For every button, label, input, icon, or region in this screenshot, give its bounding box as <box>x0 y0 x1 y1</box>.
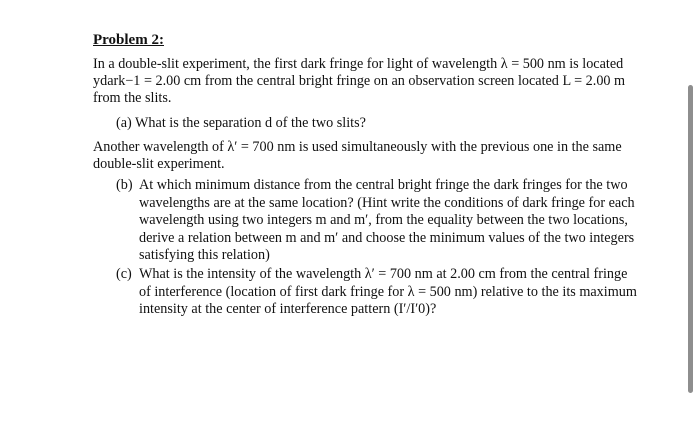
question-b-line-1: At which minimum distance from the central bright fringe the dark fringes for the two <box>139 177 628 193</box>
another-line-2: double-slit experiment. <box>93 156 225 172</box>
question-b-line-5: satisfying this relation) <box>139 247 270 264</box>
question-c <box>116 266 676 319</box>
question-c-label: (c) <box>116 266 132 282</box>
another-wavelength-paragraph <box>93 139 673 173</box>
question-c-line-3: intensity at the center of interference pattern (I′/I′0)? <box>139 301 437 318</box>
question-c-line-2: of interference (location of first dark fringe for λ = 500 nm) relative to the its maximum <box>139 283 637 300</box>
intro-paragraph <box>93 56 673 107</box>
question-a: (a) What is the separation d of the two slits? <box>116 115 366 131</box>
another-line-1: Another wavelength of λ′ = 700 nm is used simultaneously with the previous one in the same <box>93 139 622 155</box>
question-b-line-3: wavelength using two integers m and m′, from the equality between the two locations, <box>139 212 628 229</box>
intro-line-2: ydark−1 = 2.00 cm from the central bright fringe on an observation screen located L = 2.00 m <box>93 73 626 89</box>
intro-line-1: In a double-slit experiment, the first dark fringe for light of wavelength λ = 500 nm is located <box>93 56 624 72</box>
question-b <box>116 177 676 265</box>
question-c-line-1: What is the intensity of the wavelength λ′ = 700 nm at 2.00 cm from the central fringe <box>139 266 628 282</box>
intro-line-3: from the slits. <box>93 90 172 106</box>
question-b-line-4: derive a relation between m and m′ and choose the minimum values of the two integers <box>139 229 635 246</box>
question-b-line-2: wavelengths are at the same location? (Hint write the conditions of dark fringe for each <box>139 194 635 211</box>
question-b-label: (b) <box>116 177 133 193</box>
vertical-scrollbar-thumb[interactable] <box>688 85 693 393</box>
problem-title: Problem 2: <box>93 32 164 48</box>
